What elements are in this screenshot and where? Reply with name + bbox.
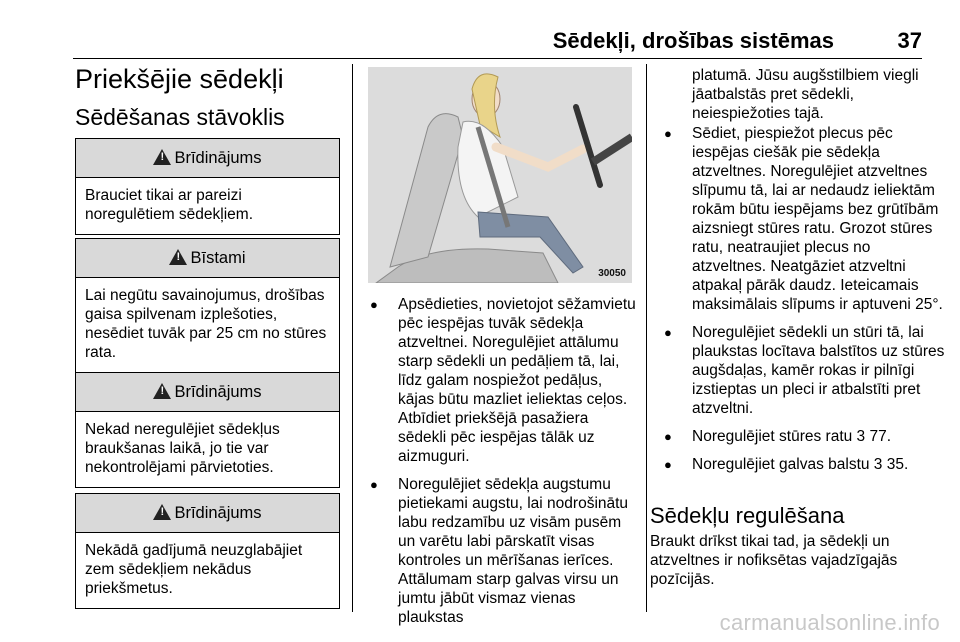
danger-text: Lai negūtu savainojumus, drošības gaisa spilvenam izplešoties, nesēdiet tuvāk par 25 cm no stūres rata.: [85, 287, 327, 361]
warning-triangle-icon: [153, 149, 171, 165]
subsection-title: Sēdēšanas stāvoklis: [75, 104, 285, 130]
list-item: ● Apsēdieties, novietojot sēžamvietu pēc iespējas tuvāk sēdekļa atzveltnei. Noregulējiet attālumu starp sēdekli un pedāļiem tā, lai, līdz galam nospiežot pedāļus, kājas būtu mazliet ieliektas ceļos. Atbīdiet priekšējā pasažiera sēdekli pēc iespējas tālāk uz aizmuguri.: [368, 295, 636, 466]
warning-triangle-icon: [169, 249, 187, 265]
list-item: ● Noregulējiet stūres ratu 3 77.: [662, 427, 947, 446]
page-number: 37: [897, 28, 922, 53]
warning-box: [75, 493, 340, 609]
warning-text: Nekādā gadījumā neuzglabājiet zem sēdekļiem nekādus priekšmetus.: [85, 542, 303, 597]
seating-position-illustration: [368, 67, 632, 283]
list-item: ● Noregulējiet sēdekli un stūri tā, lai plaukstas locītava balstītos uz stūres augšdaļas, kamēr rokas ir pilnīgi izstieptas un pleci ir atbalstīti pret atzveltni.: [662, 323, 947, 418]
header-rule: [73, 58, 922, 59]
warning-heading: [76, 494, 339, 533]
warning-box: [75, 372, 340, 488]
warning-text: Nekad neregulējiet sēdekļus braukšanas laikā, jo tie var nekontrolējami pārvietoties.: [85, 421, 280, 476]
figure-code: 30050: [598, 268, 626, 279]
continued-text: platumā. Jūsu augšstilbiem viegli jāatbalstās pret sēdekli, neiespiežoties tajā.: [692, 67, 919, 122]
driver-seat-drawing: [368, 67, 632, 283]
warning-text: Brauciet tikai ar pareizi noregulētiem sēdekļiem.: [85, 187, 254, 223]
subsection-title: Sēdekļu regulēšana: [650, 503, 845, 528]
column-divider-left: [352, 64, 353, 612]
warning-heading-label: Brīdinājums: [174, 382, 262, 401]
warning-heading: [76, 139, 339, 178]
list-item: ● Noregulējiet galvas balstu 3 35.: [662, 455, 947, 474]
header-title: Sēdekļi, drošības sistēmas: [552, 28, 834, 53]
column-divider-right: [646, 64, 647, 612]
list-item: ● Sēdiet, piespiežot plecus pēc iespējas ciešāk pie sēdekļa atzveltnes. Noregulējiet atzveltnes slīpumu tā, lai ar nedaudz ieliektām rokām būtu iespējams bez grūtībām aizsniegt stūres ratu. Grozot stūres ratu, neatraujiet plecus no atzveltnes. Neatgāziet atzveltni atpakaļ pārāk daudz. Ieteicamais maksimālais slīpums ir aptuveni 25°.: [662, 124, 947, 314]
right-bullet-list: [662, 124, 947, 483]
danger-heading-label: Bīstami: [190, 248, 246, 267]
warning-triangle-icon: [153, 504, 171, 520]
middle-bullet-list: [368, 295, 636, 636]
list-item: ● Noregulējiet sēdekļa augstumu pietiekami augstu, lai nodrošinātu labu redzamību uz visām pusēm un varētu labi pārskatīt visas kontroles un mērīšanas ierīces. Attālumam starp galvas virsu un jumtu jābūt vismaz vienas plaukstas: [368, 475, 636, 627]
warning-box: [75, 138, 340, 235]
watermark: carmanualsonline.info: [719, 610, 940, 635]
warning-heading: [76, 373, 339, 412]
danger-heading: [76, 239, 339, 278]
page-header: [0, 28, 960, 62]
danger-box: [75, 238, 340, 373]
subsection-text: Braukt drīkst tikai tad, ja sēdekļi un atzveltnes ir nofiksētas vajadzīgajās pozīcijās.: [650, 533, 898, 588]
warning-heading-label: Brīdinājums: [174, 148, 262, 167]
section-title: Priekšējie sēdekļi: [75, 64, 284, 94]
warning-heading-label: Brīdinājums: [174, 503, 262, 522]
warning-triangle-icon: [153, 383, 171, 399]
